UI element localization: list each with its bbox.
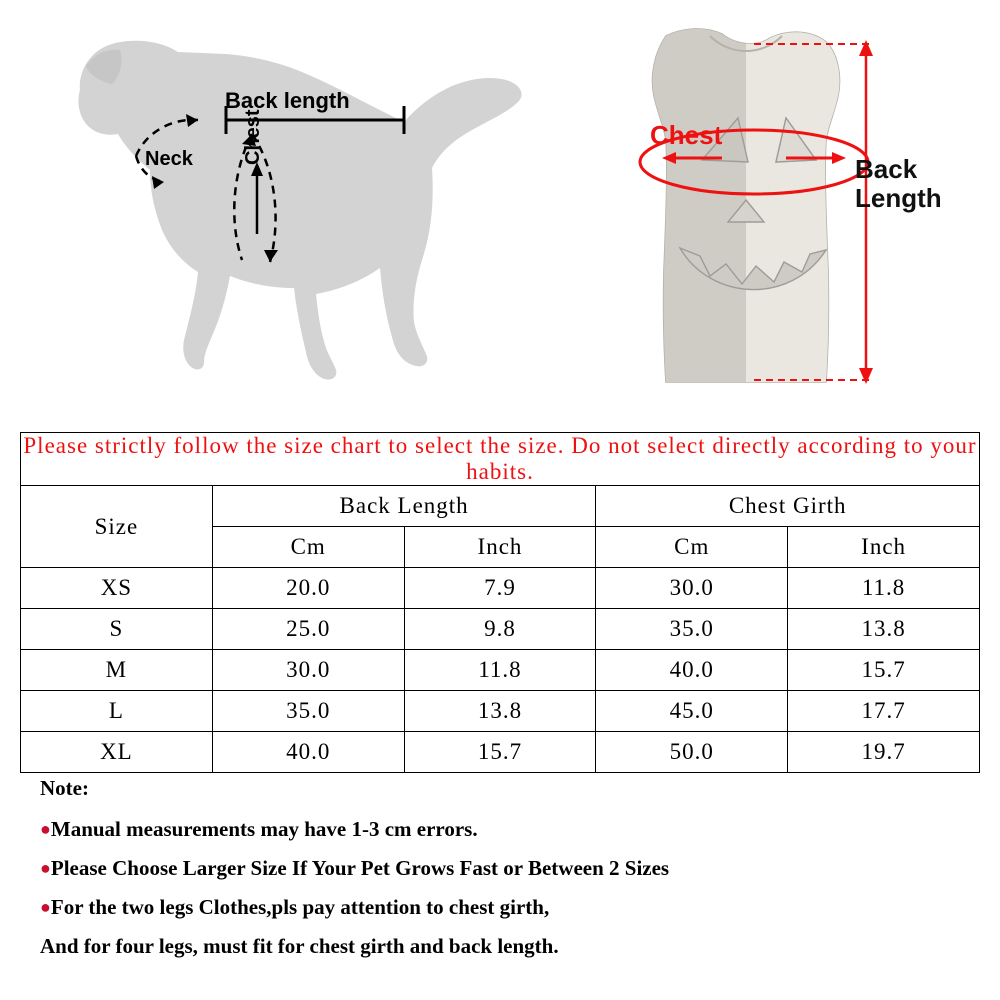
- cell-size: L: [21, 691, 213, 732]
- cell-back-cm: 25.0: [212, 609, 404, 650]
- cell-back-inch: 9.8: [404, 609, 596, 650]
- size-chart-container: [20, 432, 980, 773]
- illustration-area: [0, 0, 1000, 420]
- cell-chest-cm: 30.0: [596, 568, 788, 609]
- header-back-cm: Cm: [212, 527, 404, 568]
- cell-size: M: [21, 650, 213, 691]
- note-continuation: And for four legs, must fit for chest girth and back length.: [40, 934, 559, 958]
- cell-back-inch: 11.8: [404, 650, 596, 691]
- table-group-header-row: [21, 486, 980, 527]
- cell-chest-inch: 19.7: [788, 732, 980, 773]
- notes-section: [40, 778, 960, 975]
- dog-silhouette-svg: [20, 10, 560, 410]
- header-chest-inch: Inch: [788, 527, 980, 568]
- table-row: [21, 691, 980, 732]
- table-warning-text: Please strictly follow the size chart to select the size. Do not select directly according to your habits.: [21, 433, 980, 486]
- bullet-icon: ●: [40, 858, 51, 878]
- table-row: [21, 732, 980, 773]
- shirt-back-length-label: Back Length: [855, 154, 942, 214]
- table-row: [21, 650, 980, 691]
- cell-back-cm: 30.0: [212, 650, 404, 691]
- table-warning-row: [21, 433, 980, 486]
- header-back-length: Back Length: [212, 486, 596, 527]
- cell-back-inch: 13.8: [404, 691, 596, 732]
- bullet-icon: ●: [40, 897, 51, 917]
- cell-back-inch: 15.7: [404, 732, 596, 773]
- cell-back-cm: 35.0: [212, 691, 404, 732]
- cell-back-inch: 7.9: [404, 568, 596, 609]
- note-item: [40, 819, 960, 840]
- shirt-measurement-diagram: [570, 10, 990, 410]
- dog-chest-label: Chest: [242, 109, 264, 165]
- note-item: [40, 897, 960, 918]
- table-row: [21, 568, 980, 609]
- cell-chest-cm: 50.0: [596, 732, 788, 773]
- header-size: Size: [21, 486, 213, 568]
- cell-chest-inch: 13.8: [788, 609, 980, 650]
- shirt-chest-label: Chest: [650, 120, 723, 150]
- cell-chest-inch: 11.8: [788, 568, 980, 609]
- cell-back-cm: 20.0: [212, 568, 404, 609]
- cell-size: XS: [21, 568, 213, 609]
- cell-chest-cm: 40.0: [596, 650, 788, 691]
- note-item: [40, 858, 960, 879]
- dog-neck-label: Neck: [145, 148, 193, 170]
- header-chest-cm: Cm: [596, 527, 788, 568]
- dog-back-length-label: Back length: [225, 88, 350, 113]
- cell-size: S: [21, 609, 213, 650]
- header-back-inch: Inch: [404, 527, 596, 568]
- dog-measurement-diagram: [20, 10, 560, 410]
- note-text: Please Choose Larger Size If Your Pet Grows Fast or Between 2 Sizes: [50, 856, 670, 880]
- cell-size: XL: [21, 732, 213, 773]
- bullet-icon: ●: [40, 819, 51, 839]
- cell-chest-inch: 15.7: [788, 650, 980, 691]
- header-chest-girth: Chest Girth: [596, 486, 980, 527]
- notes-title: Note:: [40, 776, 89, 800]
- note-text: Manual measurements may have 1-3 cm errors.: [50, 817, 478, 841]
- cell-chest-cm: 35.0: [596, 609, 788, 650]
- size-chart-table: [20, 432, 980, 773]
- note-text: For the two legs Clothes,pls pay attention to chest girth,: [50, 895, 550, 919]
- cell-back-cm: 40.0: [212, 732, 404, 773]
- cell-chest-cm: 45.0: [596, 691, 788, 732]
- table-row: [21, 609, 980, 650]
- cell-chest-inch: 17.7: [788, 691, 980, 732]
